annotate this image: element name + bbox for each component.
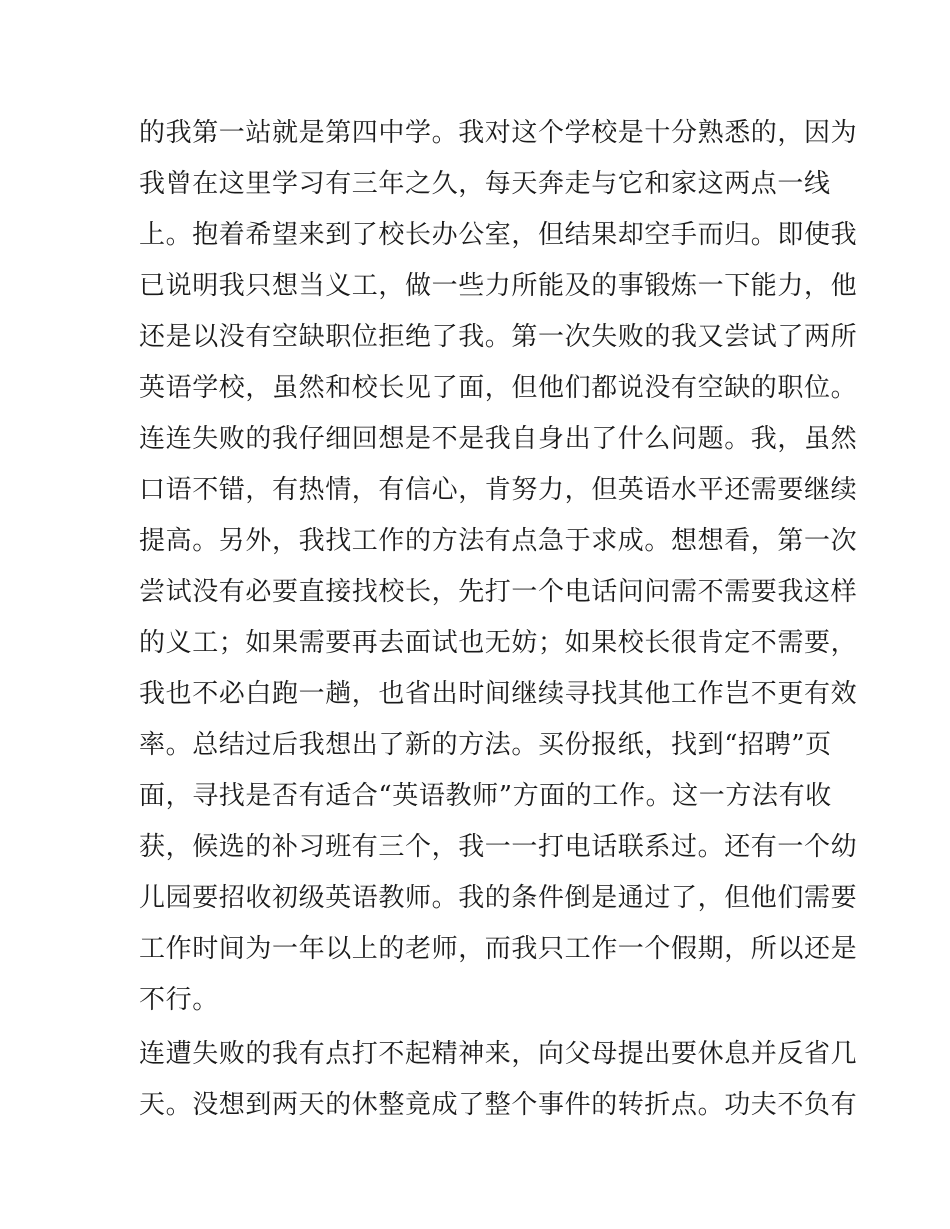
text-line: 我曾在这里学习有三年之久，每天奔走与它和家这两点一线 [139,169,831,199]
text-line: 连遭失败的我有点打不起精神来，向父母提出要休息并反省几 [139,1039,858,1069]
text-line: 已说明我只想当义工，做一些力所能及的事锻炼一下能力，他 [139,271,858,301]
text-line: 面，寻找是否有适合“英语教师”方面的工作。这一方法有收 [139,781,832,811]
text-line: 获，候选的补习班有三个，我一一打电话联系过。还有一个幼 [139,832,858,862]
text-line: 尝试没有必要直接找校长，先打一个电话问问需不需要我这样 [139,577,858,607]
text-line: 工作时间为一年以上的老师，而我只工作一个假期，所以还是 [139,934,858,964]
text-line: 还是以没有空缺职位拒绝了我。第一次失败的我又尝试了两所 [139,322,858,352]
text-line: 儿园要招收初级英语教师。我的条件倒是通过了，但他们需要 [139,883,858,913]
text-line: 不行。 [139,985,219,1015]
text-line: 上。抱着希望来到了校长办公室，但结果却空手而归。即使我 [139,220,858,250]
paragraph-2 [139,1029,858,1131]
text-line: 连连失败的我仔细回想是不是我自身出了什么问题。我，虽然 [139,424,858,454]
text-line: 英语学校，虽然和校长见了面，但他们都说没有空缺的职位。 [139,373,858,403]
text-line: 提高。另外，我找工作的方法有点急于求成。想想看，第一次 [139,526,858,556]
text-line: 我也不必白跑一趟，也省出时间继续寻找其他工作岂不更有效 [139,679,858,709]
text-line: 的义工；如果需要再去面试也无妨；如果校长很肯定不需要， [139,628,858,658]
text-line: 的我第一站就是第四中学。我对这个学校是十分熟悉的，因为 [139,118,858,148]
document-body [139,108,858,1131]
text-line: 口语不错，有热情，有信心，肯努力，但英语水平还需要继续 [139,475,858,505]
text-line: 率。总结过后我想出了新的方法。买份报纸，找到“招聘”页 [139,730,832,760]
text-line: 天。没想到两天的休整竟成了整个事件的转折点。功夫不负有 [139,1090,858,1120]
paragraph-1 [139,108,858,1026]
